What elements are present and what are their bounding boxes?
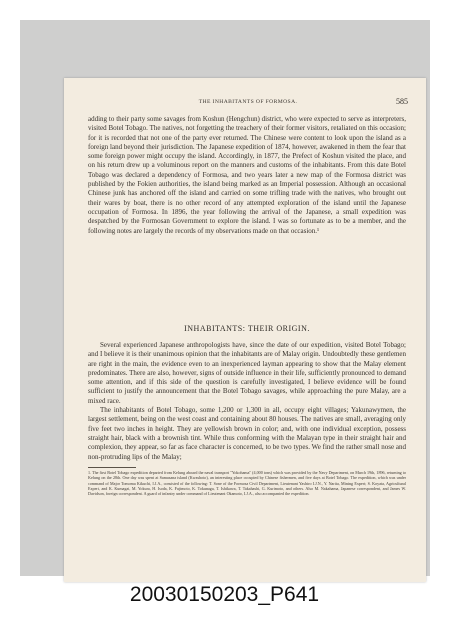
running-header (88, 99, 408, 109)
page-number: 585 (396, 97, 408, 106)
section-heading: INHABITANTS: THEIR ORIGIN. (184, 324, 310, 333)
paragraph: The inhabitants of Botel Tobago, some 1,200 or 1,300 in all, occupy eight villages; Yakunawymen, the largest settlement, being on the west coast and containing about 80 houses. The natives are small, averaging only five feet two inches in height. They are yellowish brown in color; and, with one individual exception, possess straight hair, black with a brownish tint. While thus conforming with the Malayan type in their straight hair and complexion, they appear, so far as face character is concerned, to be two types. We find the rather small nose and non-protruding lips of the Malay; (88, 406, 406, 461)
scan-background (20, 20, 430, 576)
paragraph: Several experienced Japanese anthropologists have, since the date of our expedition, visited Botel Tobago; and I believe it is their unanimous opinion that the inhabitants are of Malay origin. Undoubtedly these gentlemen are right in the main, the evidence even to an inexperienced layman appearing to show that the Malay element predominates. There are also, however, signs of outside influence in their life, sufficiently pronounced to demand some attention, and if this side of the question is carefully investigated, I believe evidence will be found sufficient to justify the announcement that the Botel Tobago savages, while approaching the pure Malay, are a mixed race. (88, 341, 406, 405)
paragraph: adding to their party some savages from Koshun (Hengchun) district, who were expected to serve as interpreters, visited Botel Tobago. The natives, not forgetting the treachery of their former visitors, retaliated on this occasion; for it is recorded that not one of the party ever returned. The Chinese were content to look upon the island as a foreign land beyond their jurisdiction. The Japanese expedition of 1874, however, awakened in them the fear that some foreign power might occupy the island. Accordingly, in 1877, the Prefect of Koshun visited the place, and on his return drew up a voluminous report on the manners and customs of the inhabitants. From this date Botel Tobago was declared a dependency of Formosa, and two years later a new map of the Formosa district was published by the Fokien authorities, the island being marked as an Imperial possession. Although an occasional Chinese junk has anchored off the island and carried on some trifling trade with the natives, who brought out their wares by boat, there is no other record of any attempted exploration of the island until the Japanese occupation of Formosa. In 1896, the year following the arrival of the Japanese, a small expedition was despatched by the Formosan Government to explore the island. I was so fortunate as to be a member, and the following notes are largely the records of my observations made on that occasion.¹ (88, 115, 406, 235)
body-text-bottom (88, 341, 406, 462)
body-text-top (88, 115, 406, 236)
footnote-rule (88, 467, 136, 468)
image-caption: 20030150203_P641 (129, 583, 320, 606)
book-page (64, 78, 426, 582)
footnote: 1. The first Botel Tobago expedition departed from Kelung aboard the naval transport "Yokohama" (4,000 tons) which was provided by the Navy Department, on March 19th, 1896, returning to Kelung on the 28th. One day was spent at Samasana island (Kwashoto), an interesting place occupied by Chinese fishermen, and five days at Botel Tobago. The expedition, which was under command of Major Tomoma Kikuchi, I.J.A., consisted of the following: T. Sone of the Formosa Civil Department, Lieutenant Yashiro I.J.N., Y. Narita, Mining Expert; S. Koyata, Agricultural Expert, and K. Kumagai, M. Yokura, H. Isoda, K. Fujimoto, K. Tokunaga, T. Ishikawa, T. Takahashi, G. Kurimoto, and others. Also M. Nakahama, Japanese correspondent, and James W. Davidson, foreign correspondent. A guard of infantry under command of Lieutenant Okamoto, I.J.A., also accompanied the expedition. (88, 470, 406, 497)
running-title: THE INHABITANTS OF FORMOSA. (198, 99, 298, 105)
